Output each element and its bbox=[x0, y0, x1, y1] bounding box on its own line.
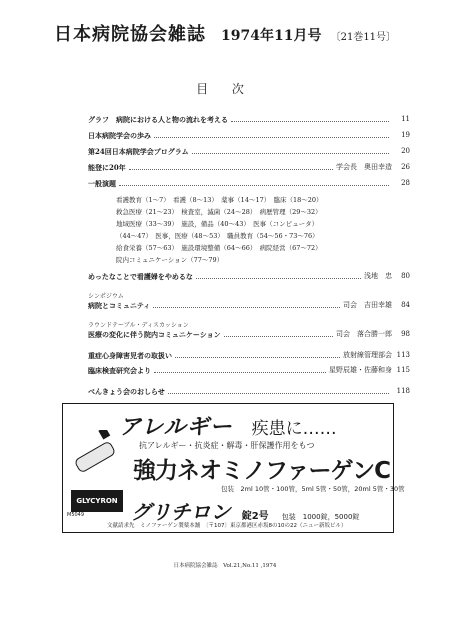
toc-sub-item: 院内コミュニケーション（77～79） bbox=[116, 256, 224, 264]
ad-product2-name: グリチロン bbox=[131, 500, 231, 524]
toc-entry-page: 26 bbox=[401, 163, 410, 171]
toc-entry-page: 28 bbox=[401, 179, 410, 187]
leader-dots bbox=[168, 393, 389, 394]
leader-dots bbox=[154, 137, 389, 138]
toc-entry-page: 98 bbox=[401, 330, 410, 338]
toc-entry-title: 第24回日本病院学会プログラム bbox=[88, 147, 189, 156]
toc-entry[interactable] bbox=[88, 179, 410, 188]
ad-caption: 抗アレルギー・抗炎症・解毒・肝保護作用をもつ bbox=[139, 441, 315, 450]
toc-sub-item: （44～47） 医事，医療（48～53） 職員教育（54～56・73～76） bbox=[116, 232, 319, 240]
toc-entry[interactable] bbox=[88, 272, 410, 281]
toc-entry-title: 病院とコミュニティ bbox=[88, 301, 151, 310]
toc-entry[interactable] bbox=[88, 115, 410, 124]
toc-entry[interactable] bbox=[88, 131, 410, 140]
toc-sub-item: 看護教育（1～7） 看護（8～13） 薬事（14～17） 臨床（18～20） bbox=[116, 196, 323, 204]
toc-entry-title: 医療の変化に伴う院内コミュニケーション bbox=[88, 330, 221, 339]
toc-entry[interactable] bbox=[88, 387, 410, 396]
toc-sub-item: 救急医療（21～23） 検査室，滅菌（24～28） 病歴管理（29～32） bbox=[116, 208, 322, 216]
ad-product2-form: 錠2号 bbox=[241, 511, 269, 522]
product-box-illustration: GLYCYRON bbox=[71, 490, 123, 512]
leader-dots bbox=[175, 357, 340, 358]
toc-entry-title: 一般演題 bbox=[88, 179, 116, 188]
sub-item-list bbox=[88, 194, 410, 266]
toc-entry-title: 重症心身障害児者の取扱い bbox=[88, 351, 172, 360]
toc-entry-title: グラフ 病院における人と物の流れを考える bbox=[88, 115, 228, 124]
toc-entry[interactable] bbox=[88, 147, 410, 156]
leader-dots bbox=[192, 153, 389, 154]
toc-entry-page: 19 bbox=[401, 131, 410, 139]
toc-entry-author: 星野辰雄・佐藤和身 bbox=[329, 366, 392, 374]
toc-entry[interactable] bbox=[88, 351, 410, 360]
ad-brand: アレルギー bbox=[119, 415, 233, 440]
leader-dots bbox=[129, 169, 333, 170]
ampoule-illustration bbox=[71, 430, 123, 486]
toc-entry-page: 113 bbox=[396, 351, 410, 359]
volume-label: 〔21巻11号〕 bbox=[330, 32, 397, 43]
toc-series-label: シンポジウム bbox=[88, 293, 124, 300]
leader-dots bbox=[119, 185, 389, 186]
toc-sub-item: 給食栄養（57～63） 施設環境整備（64～66） 病院経営（67～72） bbox=[116, 244, 322, 252]
toc-entry-title: べんきょう会のおしらせ bbox=[88, 387, 165, 396]
toc-entry-author: 司会 落合勝一郎 bbox=[336, 330, 392, 338]
ad-package-info: 包装 2ml 10管・100管，5ml 5管・50管，20ml 5管・30管 bbox=[221, 485, 405, 493]
leader-dots bbox=[224, 336, 333, 337]
ad-product2-package: 包装 1000錠，5000錠 bbox=[281, 513, 360, 521]
toc-entry-author: 浅地 忠 bbox=[364, 272, 392, 280]
ad-tagline: 疾患に…… bbox=[251, 419, 337, 439]
toc-entry-author: 学会長 奥田幸造 bbox=[336, 163, 392, 171]
advertisement bbox=[62, 403, 405, 533]
leader-dots bbox=[153, 307, 340, 308]
toc-entry-page: 115 bbox=[396, 366, 410, 374]
issue-label: 1974年11月号 bbox=[221, 28, 322, 44]
masthead bbox=[0, 20, 450, 46]
toc-entry-title: めったなことで看護婦をやめるな bbox=[88, 272, 193, 281]
toc-entry[interactable] bbox=[88, 301, 410, 310]
toc-entry-title: 臨床検査研究会より bbox=[88, 366, 151, 375]
toc-entry[interactable] bbox=[88, 330, 410, 339]
toc-entry-title: 能登に20年 bbox=[88, 163, 126, 172]
toc-title: 目 次 bbox=[196, 82, 254, 96]
toc-entry-page: 20 bbox=[401, 147, 410, 155]
ad-footer: 文献請求先 ミノファーゲン製薬本舗 〔〒107〕東京都港区赤坂8の10の22（ニュー新坂ビル） bbox=[107, 523, 347, 529]
toc-entry-author: 放射線管理部会 bbox=[343, 351, 392, 359]
leader-dots bbox=[154, 372, 326, 373]
table-of-contents bbox=[88, 108, 410, 396]
toc-entry-author: 司会 吉田幸雄 bbox=[343, 301, 392, 309]
toc-entry[interactable] bbox=[88, 163, 410, 172]
ad-product-name: 強力ネオミノファーゲンC bbox=[133, 458, 390, 484]
leader-dots bbox=[196, 278, 361, 279]
leader-dots bbox=[231, 121, 389, 122]
toc-entry-title: 日本病院学会の歩み bbox=[88, 131, 151, 140]
toc-series-label: ラウンドテーブル・ディスカッション bbox=[88, 322, 189, 329]
page-footer: 日本病院協会雑誌 Vol.21,No.11 ,1974 bbox=[173, 563, 277, 569]
toc-entry[interactable] bbox=[88, 366, 410, 375]
toc-sub-item: 地域医療（33～39） 施設，備品（40～43） 医事（コンピュータ） bbox=[116, 220, 319, 228]
toc-entry-page: 80 bbox=[401, 272, 410, 280]
journal-title: 日本病院協会雑誌 bbox=[53, 24, 206, 45]
toc-entry-page: 118 bbox=[396, 387, 410, 395]
ad-code: M5049 bbox=[67, 512, 85, 518]
toc-entry-page: 11 bbox=[401, 115, 410, 123]
toc-entry-page: 84 bbox=[401, 301, 410, 309]
